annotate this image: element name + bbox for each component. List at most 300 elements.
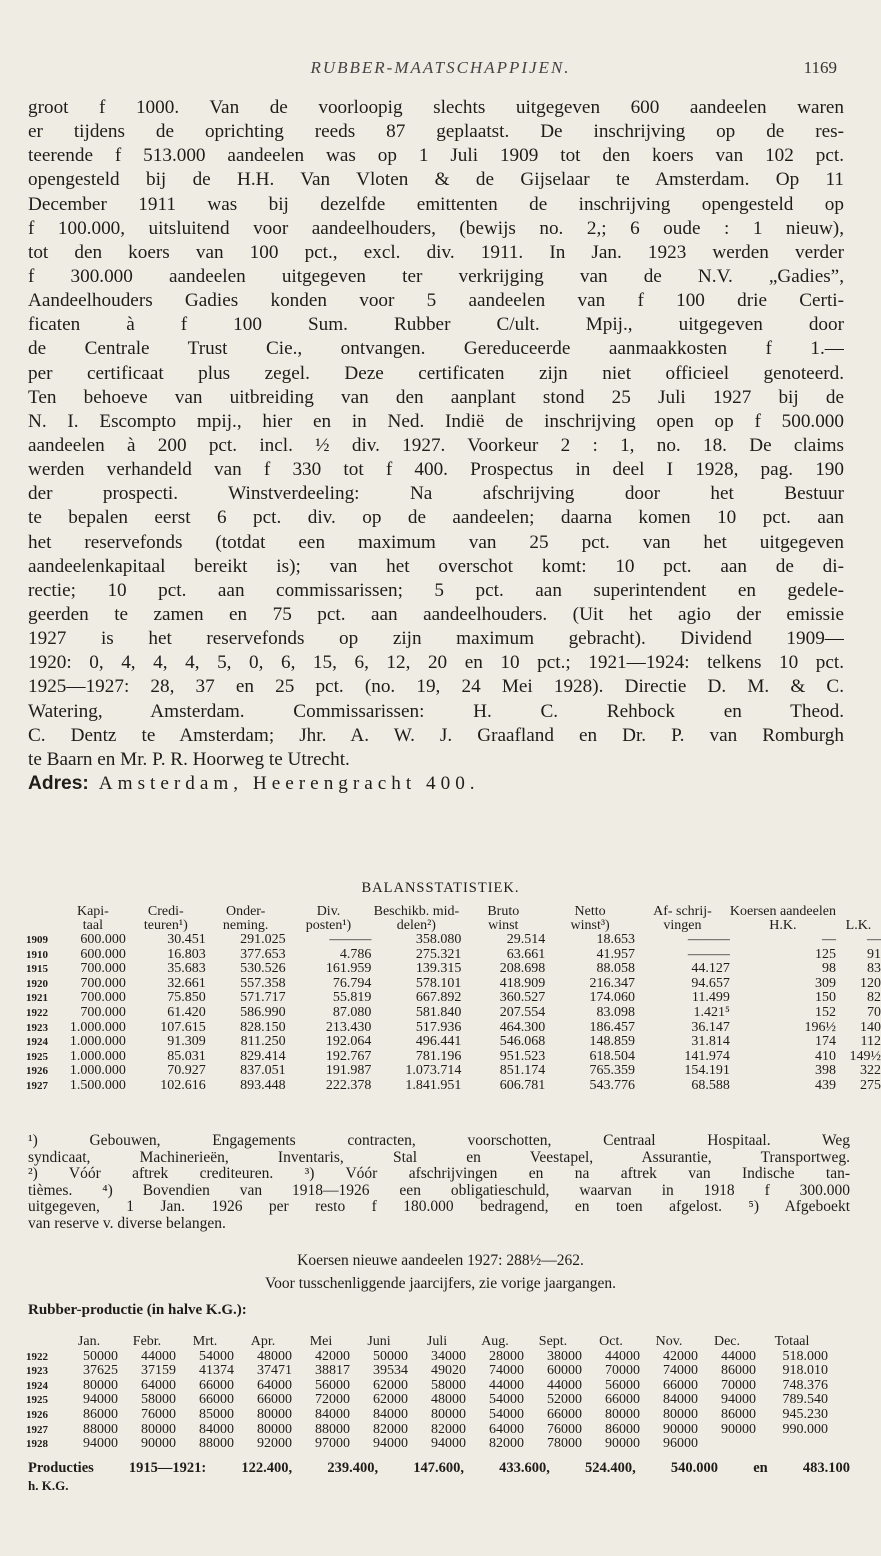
production-cell: 48000 [431,1392,466,1408]
production-cell: 37471 [257,1363,292,1379]
balance-cell: — [821,932,836,947]
footnote-line: tièmes. ⁴) Bovendien van 1918—1926 een obligatieschuld, waarvan in 1918 f 300.000 [28,1182,850,1199]
production-header-cell: Juni [367,1334,391,1349]
production-cell: 48000 [257,1348,292,1364]
balance-cell: 192.767 [325,1048,372,1064]
production-cell: 88000 [199,1436,234,1452]
koersen-line: Koersen nieuwe aandeelen 1927: 288½—262. [297,1252,584,1269]
balance-row [26,977,881,992]
production-cell: 44000 [141,1348,176,1364]
production-cell: 66000 [663,1377,698,1393]
balance-header-cell: Netto [574,904,606,919]
balance-cell: 517.936 [415,1019,462,1035]
balance-cell: ——— [687,932,730,947]
production-cell: 64000 [141,1377,176,1393]
balance-header-cell: Bruto [487,904,520,919]
balance-cell: 11.499 [691,990,730,1006]
production-cell: 60000 [547,1363,582,1379]
balance-header-cell: taal [82,918,104,933]
text-line: Watering, Amsterdam. Commissarissen: H. C. Rehbock en Theod. [28,700,844,722]
text-line: C. Dentz te Amsterdam; Jhr. A. W. J. Graafland en Dr. P. van Romburgh [28,724,844,746]
footnote-line: van reserve v. diverse belangen. [28,1215,226,1232]
production-year: 1928 [26,1438,48,1451]
balance-cell: 586.990 [240,1004,286,1020]
production-header-cell: Dec. [713,1334,741,1349]
production-year: 1924 [26,1379,48,1392]
balance-cell: 140 [860,1019,881,1035]
balance-cell: 439 [814,1077,836,1093]
balance-cell: 29.514 [506,932,546,947]
balance-cell: 76.794 [332,975,372,991]
balance-cell: 418.909 [499,975,546,991]
balance-cell: 600.000 [80,946,126,962]
balance-cell: 546.068 [499,1034,546,1050]
text-line: groot f 1000. Van de voorloopig slechts uitgegeven 600 aandeelen waren [28,97,844,118]
production-cell: 88000 [315,1421,350,1437]
balance-cell: 700.000 [80,990,126,1006]
text-line: te Baarn en Mr. P. R. Hoorweg te Utrecht. [28,748,350,770]
balance-cell: 828.150 [240,1019,286,1035]
production-cell: 97000 [315,1436,350,1452]
adres-value: Amsterdam, Heerengracht 400. [98,772,480,794]
production-row [26,1408,828,1423]
production-cell: 918.010 [782,1363,828,1379]
balance-cell: 213.430 [325,1019,372,1035]
balance-row [26,991,881,1006]
text-line: N. I. Escompto mpij., hier en in Ned. Indië de inschrijving open op f 500.000 [28,410,844,432]
balance-cell: 150 [814,990,836,1006]
balance-cell: 88.058 [596,961,636,977]
production-header-cell [26,1335,60,1350]
balance-cell: 667.892 [415,990,462,1006]
vorige-jaargangen-note: Voor tusschenliggende jaarcijfers, zie vorige jaargangen. [264,1275,617,1292]
production-cell: 84000 [315,1406,350,1422]
production-cell: 66000 [199,1377,234,1393]
balance-cell: 765.359 [589,1063,636,1079]
production-cell: 37159 [141,1363,176,1379]
balance-cell: 1.000.000 [69,1063,126,1079]
balance-cell: 16.803 [167,946,206,962]
balance-cell: 1.000.000 [69,1048,126,1064]
balance-cell: 571.717 [240,990,286,1006]
production-cell: 748.376 [782,1377,828,1393]
text-line: teerende f 513.000 aandeelen was op 1 Juli 1909 tot den koers van 102 pct. [28,145,844,167]
production-cell: 56000 [605,1377,640,1393]
text-line: 1927 is het reservefonds op zijn maximum gebracht). Dividend 1909— [28,628,844,650]
text-line: Ten behoeve van uitbreiding van den aanplant stond 25 Juli 1927 bij de [28,386,844,408]
balance-cell: 98 [821,961,836,977]
balance-row [26,1021,881,1036]
balance-row [26,1006,881,1021]
balance-cell: 557.358 [240,975,286,991]
production-header-cell: Juli [426,1334,448,1349]
page-number: 1169 [803,58,837,77]
balance-cell: 141.974 [684,1048,730,1064]
production-cell: 94000 [431,1436,466,1452]
production-header-cell: Mei [309,1334,333,1349]
production-cell: 52000 [547,1392,582,1408]
production-cell: 39534 [373,1363,408,1379]
balance-cell: 161.959 [325,961,372,977]
production-year: 1925 [26,1394,48,1407]
production-cell: 82000 [373,1421,408,1437]
balance-cell: 360.527 [499,990,546,1006]
production-cell: 945.230 [782,1406,828,1422]
footnote-line: uitgegeven, 1 Jan. 1926 per resto f 180.000 bedragend, en toen afgelost. ⁵) Afgeboekt [28,1199,850,1215]
balance-year: 1910 [26,948,48,961]
production-cell: 84000 [373,1406,408,1422]
balance-cell: 192.064 [325,1034,372,1050]
production-row [26,1423,828,1438]
balance-header-cell: winst [488,918,519,933]
balance-cell: 851.174 [499,1063,546,1079]
production-cell: 94000 [721,1392,756,1408]
production-year: 1923 [26,1365,48,1378]
text-line: het reservefonds (totdat een maximum van 25 pct. van het uitgegeven [28,531,844,553]
text-line: opengesteld bij de H.H. Van Vloten & de Gijselaar te Amsterdam. Op 11 [28,169,844,191]
balance-cell: 700.000 [80,961,126,977]
production-cell: 94000 [83,1392,118,1408]
running-header [0,58,881,86]
balance-cell: 600.000 [80,932,126,947]
balance-cell: 196½ [804,1019,836,1035]
production-cell: 44000 [721,1348,756,1364]
balance-cell: ——— [329,932,372,947]
production-cell: 66000 [605,1392,640,1408]
balance-cell: 44.127 [691,961,730,977]
text-line: geerden te zamen en 75 pct. aan aandeelhouders. (Uit het agio der emissie [28,603,844,625]
text-line: 1920: 0, 4, 4, 4, 5, 0, 6, 15, 6, 12, 20 en 10 pct.; 1921—1924: telkens 10 pct. [28,652,844,674]
balance-cell: 275.321 [415,946,462,962]
balance-cell: ——— [687,946,730,962]
adres-label: Adres: [28,772,89,794]
balance-cell: 578.101 [415,975,462,991]
production-cell: 74000 [663,1363,698,1379]
balance-row [26,948,881,963]
production-cell: 76000 [547,1421,582,1437]
production-cell: 56000 [315,1377,350,1393]
balance-cell: 75.850 [167,990,206,1006]
balance-cell: 149½ [849,1048,881,1064]
balance-cell: 291.025 [240,932,286,947]
balance-cell: 322 [860,1063,881,1079]
production-cell: 54000 [489,1406,524,1422]
production-row [26,1350,828,1365]
production-cell: 66000 [199,1392,234,1408]
production-cell: 58000 [431,1377,466,1393]
balance-year: 1921 [26,992,48,1005]
balance-cell: 83.098 [596,1004,636,1020]
production-header-cell: Oct. [599,1334,623,1349]
production-cell: 44000 [489,1377,524,1393]
balance-header-cell: Onder- [225,904,266,919]
balance-cell: 120 [860,975,881,991]
balance-row [26,933,881,948]
production-cell: 80000 [257,1406,292,1422]
balance-header-cell: neming. [222,918,269,933]
production-cell: 78000 [547,1436,582,1452]
production-header-cell: Totaal [774,1334,810,1349]
balance-header-cell: H.K. [769,918,797,933]
text-line: aandeelenkapitaal bereikt is); van het overschot komt: 10 pct. aan de di- [28,555,844,577]
production-cell: 86000 [605,1421,640,1437]
balance-table [26,905,881,1094]
production-cell: 64000 [489,1421,524,1437]
production-cell: 94000 [83,1436,118,1452]
balance-header-cell: teuren¹) [143,918,188,933]
balance-cell: 4.786 [339,946,372,962]
balance-cell: 837.051 [240,1063,286,1079]
production-cell [756,1437,828,1452]
balance-cell: 36.147 [691,1019,730,1035]
balance-cell: 893.448 [240,1077,286,1093]
production-header-cell: Aug. [481,1334,509,1349]
balance-year: 1920 [26,977,48,990]
balance-cell: 61.420 [167,1004,206,1020]
balance-cell: 30.451 [167,932,206,947]
balance-cell: 1.000.000 [69,1034,126,1050]
production-header-cell: Jan. [77,1334,101,1349]
balance-row [26,1064,881,1079]
production-cell: 50000 [83,1348,118,1364]
production-cell: 82000 [489,1436,524,1452]
production-cell: 90000 [605,1436,640,1452]
balance-cell: 377.653 [240,946,286,962]
balance-header-cell: Div. [316,904,341,919]
balance-cell: 581.840 [415,1004,462,1020]
balance-cell: 186.457 [589,1019,636,1035]
production-title: Rubber-productie (in halve K.G.): [28,1302,247,1318]
balans-title: BALANSSTATISTIEK. [361,880,520,896]
balance-header-cell: Credi- [147,904,184,919]
balance-cell: 18.653 [596,932,636,947]
text-line: der prospecti. Winstverdeeling: Na afschrijving door het Bestuur [28,483,844,505]
balance-cell: 207.554 [499,1004,546,1020]
balance-year: 1925 [26,1050,48,1063]
balance-footnotes [28,1133,850,1232]
balance-row [26,1035,881,1050]
balance-year: 1922 [26,1006,48,1019]
balance-cell: 32.661 [167,975,206,991]
balance-cell: 94.657 [691,975,730,991]
text-line: tot den koers van 100 pct., excl. div. 1911. In Jan. 1923 werden verder [28,241,844,263]
balance-cell: 87.080 [332,1004,372,1020]
production-cell: 86000 [721,1406,756,1422]
balance-header-cell [26,919,60,933]
production-cell: 80000 [257,1421,292,1437]
balance-cell: 83 [867,961,881,977]
production-cell: 90000 [141,1436,176,1452]
production-cell: 28000 [489,1348,524,1364]
production-header-cell: Apr. [250,1334,276,1349]
balance-cell: 216.347 [589,975,636,991]
production-cell: 64000 [257,1377,292,1393]
footnote-line: ¹) Gebouwen, Engagements contracten, voorschotten, Centraal Hospitaal. Weg [28,1133,850,1149]
text-line: f 300.000 aandeelen uitgegeven ter verkrijging van de N.V. „Gadies”, [28,265,844,287]
balance-cell: 91.309 [167,1034,206,1050]
production-row [26,1379,828,1394]
text-line: Aandeelhouders Gadies konden voor 5 aandeelen van f 100 drie Certi- [28,290,844,312]
balance-cell: 496.441 [415,1034,462,1050]
balance-cell: 152 [814,1004,836,1020]
balance-row [26,962,881,977]
production-unit: h. K.G. [28,1478,69,1493]
production-cell: 86000 [83,1406,118,1422]
balance-cell: 68.588 [691,1077,730,1093]
text-line: 1925—1927: 28, 37 en 25 pct. (no. 19, 24 Mei 1928). Directie D. M. & C. [28,676,844,698]
balance-cell: 55.819 [332,990,372,1006]
balance-cell: 63.661 [506,946,546,962]
balance-cell: 125 [814,946,836,962]
text-line: werden verhandeld van f 330 tot f 400. Prospectus in deel I 1928, pag. 190 [28,459,844,481]
balance-cell: 102.616 [160,1077,206,1093]
balance-row [26,1050,881,1065]
balance-cell: 82 [867,990,881,1006]
production-cell: 49020 [431,1363,466,1379]
text-line: f 100.000, uitsluitend voor aandeelhouders, (bewijs no. 2,; 6 oude : 1 nieuw), [28,217,844,239]
balance-header-cell: vingen [663,918,702,933]
production-row [26,1364,828,1379]
production-cell: 84000 [663,1392,698,1408]
production-cell: 70000 [605,1363,640,1379]
balance-cell: — [867,932,881,947]
production-cell: 70000 [721,1377,756,1393]
production-cell: 80000 [431,1406,466,1422]
balance-cell: 70 [867,1004,881,1020]
balance-cell: 139.315 [415,961,462,977]
production-cell: 85000 [199,1406,234,1422]
balance-row [26,1079,881,1094]
balance-cell: 1.073.714 [405,1063,462,1079]
balance-cell: 85.031 [167,1048,206,1064]
production-cell: 80000 [605,1406,640,1422]
balance-cell: 35.683 [167,961,206,977]
production-cell: 90000 [663,1421,698,1437]
production-cell: 72000 [315,1392,350,1408]
balance-cell: 700.000 [80,1004,126,1020]
balance-header-cell: Kapi- [76,904,109,919]
text-line: per certificaat plus zegel. Deze certificaten zijn niet officieel genoteerd. [28,362,844,384]
production-cell: 54000 [199,1348,234,1364]
balance-cell: 222.378 [325,1077,372,1093]
balance-header-cell: delen²) [396,918,436,933]
balance-cell: 781.196 [415,1048,462,1064]
production-year: 1927 [26,1423,48,1436]
balance-year: 1915 [26,963,48,976]
balance-cell: 91 [867,946,881,962]
production-year: 1922 [26,1350,48,1363]
balance-header-cell: posten¹) [305,918,352,933]
balance-cell: 618.504 [589,1048,636,1064]
balance-header-cell: Koersen aandeelen [729,904,836,919]
production-cell [698,1437,756,1452]
balance-cell: 31.814 [691,1034,730,1050]
balance-header-row [26,905,881,919]
balance-cell: 464.300 [499,1019,546,1035]
production-cell: 44000 [605,1348,640,1364]
balance-cell: 358.080 [415,932,462,947]
production-summary: Producties 1915—1921: 122.400, 239.400, 147.600, 433.600, 524.400, 540.000 en 483.100 [28,1460,850,1476]
balance-year: 1926 [26,1065,48,1078]
balance-cell: 1.421⁵ [693,1004,730,1020]
balance-header-cell: winst³) [570,918,610,933]
balance-cell: 410 [814,1048,836,1064]
production-cell: 90000 [721,1421,756,1437]
balance-header-cell [836,905,881,919]
text-line: rectie; 10 pct. aan commissarissen; 5 pct. aan superintendent en gedele- [28,579,844,601]
production-row [26,1437,828,1452]
balance-cell: 309 [814,975,836,991]
production-cell: 42000 [315,1348,350,1364]
production-cell: 38000 [547,1348,582,1364]
production-cell: 789.540 [782,1392,828,1408]
balance-cell: 275 [860,1077,881,1093]
production-cell: 37625 [83,1363,118,1379]
balance-cell: 107.615 [160,1019,206,1035]
production-cell: 62000 [373,1392,408,1408]
balance-cell: 112 [860,1034,881,1050]
balance-year: 1927 [26,1079,48,1092]
production-header-cell: Mrt. [192,1334,218,1349]
balance-cell: 148.859 [589,1034,636,1050]
balance-cell: 951.523 [499,1048,546,1064]
balance-cell: 811.250 [240,1034,286,1050]
production-table [26,1335,828,1452]
production-cell: 96000 [663,1436,698,1452]
balance-cell: 606.781 [499,1077,546,1093]
text-line: de Centrale Trust Cie., ontvangen. Gereduceerde aanmaakkosten f 1.— [28,338,844,360]
production-cell: 66000 [257,1392,292,1408]
production-cell: 44000 [547,1377,582,1393]
production-header-cell: Nov. [655,1334,683,1349]
production-cell: 92000 [257,1436,292,1452]
header-title: RUBBER-MAATSCHAPPIJEN. [310,58,571,77]
production-cell: 74000 [489,1363,524,1379]
text-line: er tijdens de oprichting reeds 87 geplaatst. De inschrijving op de res- [28,121,844,143]
balance-header-cell: L.K. [845,918,872,933]
production-header-cell: Febr. [132,1334,162,1349]
text-line: te bepalen eerst 6 pct. div. op de aandeelen; daarna komen 10 pct. aan [28,507,844,529]
production-row [26,1393,828,1408]
footnote-line: syndicaat, Machinerieën, Inventaris, Stal en Veestapel, Assurantie, Transportweg. [28,1149,850,1166]
text-line: ficaten à f 100 Sum. Rubber C/ult. Mpij., uitgegeven door [28,314,844,336]
production-cell: 94000 [373,1436,408,1452]
balance-cell: 1.500.000 [69,1077,126,1093]
production-cell: 54000 [489,1392,524,1408]
production-cell: 82000 [431,1421,466,1437]
production-cell: 80000 [663,1406,698,1422]
production-cell: 50000 [373,1348,408,1364]
balance-cell: 1.841.951 [405,1077,462,1093]
balance-cell: 174 [814,1034,836,1050]
production-cell: 38817 [315,1363,350,1379]
production-cell: 80000 [141,1421,176,1437]
balance-cell: 1.000.000 [69,1019,126,1035]
balance-year: 1909 [26,934,48,946]
text-line: December 1911 was bij dezelfde emittenten de inschrijving opengesteld op [28,193,844,215]
production-cell: 80000 [83,1377,118,1393]
production-cell: 84000 [199,1421,234,1437]
balance-header-cell [26,905,60,919]
balance-cell: 70.927 [167,1063,206,1079]
balance-year: 1924 [26,1036,48,1049]
balance-cell: 398 [814,1063,836,1079]
production-cell: 66000 [547,1406,582,1422]
production-cell: 518.000 [782,1348,828,1364]
adres-line [28,772,844,796]
balance-cell: 700.000 [80,975,126,991]
production-cell: 42000 [663,1348,698,1364]
